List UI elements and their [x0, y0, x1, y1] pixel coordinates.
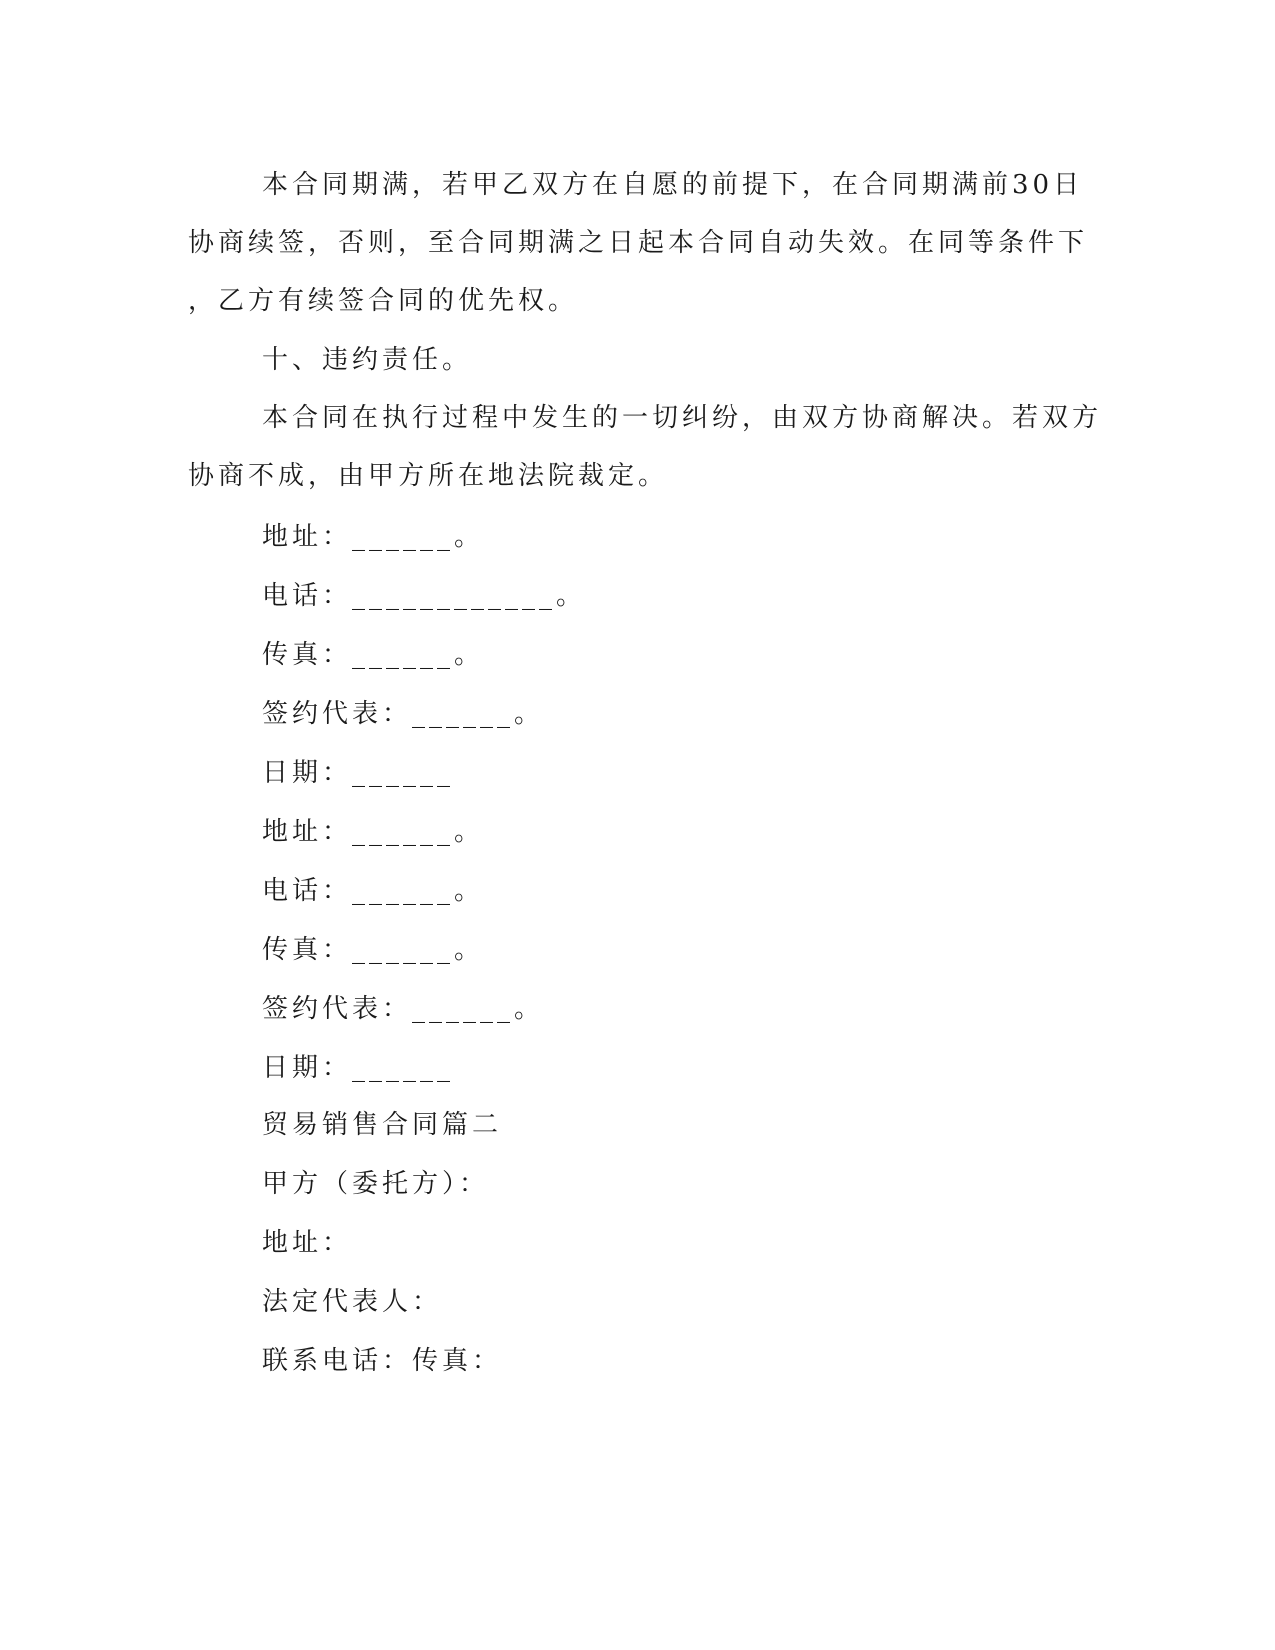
party-b-address: 地址：______。 [262, 817, 485, 847]
party-a-date: 日期：______ [262, 758, 455, 788]
party-a-fax: 传真：______。 [262, 640, 485, 670]
party-b-fax: 传真：______。 [262, 935, 485, 965]
contract-two-party-a: 甲方（委托方）： [262, 1169, 490, 1199]
contract-two-title: 贸易销售合同篇二 [262, 1110, 503, 1140]
renewal-paragraph-line-3: ，乙方有续签合同的优先权。 [188, 286, 579, 316]
dispute-paragraph-line-2: 协商不成，由甲方所在地法院裁定。 [188, 461, 669, 491]
section-ten-heading: 十、违约责任。 [262, 345, 473, 375]
party-b-phone: 电话：______。 [262, 876, 485, 906]
dispute-paragraph-line-1: 本合同在执行过程中发生的一切纠纷，由双方协商解决。若双方 [262, 403, 1103, 433]
renewal-paragraph-line-2: 协商续签，否则，至合同期满之日起本合同自动失效。在同等条件下 [188, 228, 1089, 258]
party-b-representative: 签约代表：______。 [262, 994, 545, 1024]
party-a-representative: 签约代表：______。 [262, 699, 545, 729]
renewal-paragraph-line-1: 本合同期满，若甲乙双方在自愿的前提下，在合同期满前30日 [262, 170, 1084, 200]
party-b-date: 日期：______ [262, 1053, 455, 1083]
contract-two-contact: 联系电话：传真： [262, 1346, 503, 1376]
party-a-phone: 电话：____________。 [262, 581, 587, 611]
party-a-address: 地址：______。 [262, 522, 485, 552]
contract-two-legal-rep: 法定代表人： [262, 1287, 443, 1317]
contract-two-address: 地址： [262, 1228, 353, 1258]
